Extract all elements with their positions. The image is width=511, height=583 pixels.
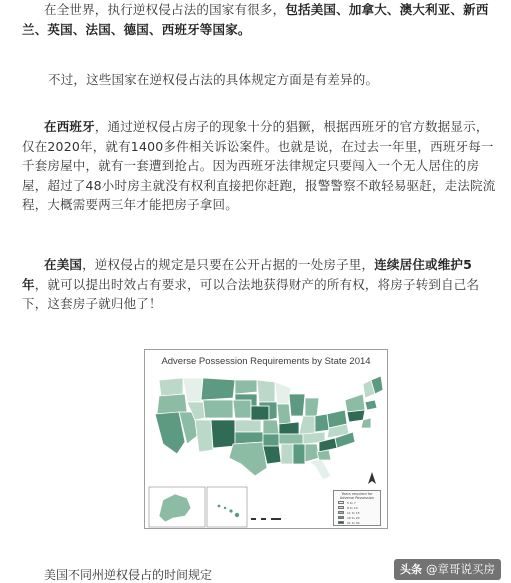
- legend-swatch: [338, 521, 344, 525]
- paragraph-spain-bold: 在西班牙: [44, 119, 95, 134]
- state-shape: [183, 378, 203, 402]
- state-shape: [365, 400, 377, 410]
- figure-caption: 美国不同州逆权侵占的时间规定: [44, 568, 213, 582]
- paragraph-countries: [22, 0, 496, 39]
- state-shape: [229, 442, 267, 476]
- paragraph-differences: 不过，这些国家在逆权侵占法的具体规定方面是有差异的。: [48, 72, 379, 87]
- map-legend: [333, 490, 381, 526]
- legend-label: 5 to 7: [347, 500, 356, 505]
- toutiao-logo-icon: 头条: [400, 563, 422, 576]
- alaska-hawaii-insets: [145, 486, 295, 530]
- state-shape: [251, 406, 269, 420]
- paragraph-countries-text: 在全世界，执行逆权侵占法的国家有很多，: [44, 2, 286, 17]
- state-shape: [203, 400, 233, 418]
- state-shape: [315, 414, 329, 432]
- state-shape: [289, 394, 305, 416]
- hawaii-island: [235, 513, 239, 517]
- state-shape: [195, 420, 213, 452]
- state-shape: [347, 410, 365, 422]
- paragraph-usa-bold-1: 在美国: [44, 257, 83, 272]
- paragraph-spain: [22, 117, 496, 215]
- legend-swatch: [338, 506, 344, 510]
- state-shape: [235, 380, 257, 394]
- state-shape: [263, 434, 279, 446]
- state-shape: [277, 404, 291, 424]
- figure-title: Adverse Possession Requirements by State 2014: [161, 356, 371, 367]
- us-map-figure: [144, 349, 388, 529]
- state-shape: [293, 444, 305, 464]
- hawaii-island: [229, 509, 232, 512]
- source-watermark: [394, 559, 501, 580]
- state-shape: [299, 416, 315, 434]
- legend-swatch: [338, 501, 344, 505]
- us-state-map: [149, 372, 385, 484]
- north-arrow-icon: [367, 472, 377, 488]
- legend-label: 16 to 20: [347, 515, 360, 520]
- state-shape: [263, 420, 279, 434]
- paragraph-usa-bold-2: 连续居住或维护5年: [22, 257, 473, 292]
- paragraph-countries-bold: 包括美国、加拿大、澳大利亚、新西兰、英国、法国、德国、西班牙等国家。: [22, 2, 489, 37]
- state-shape: [159, 378, 183, 396]
- legend-item: [334, 520, 380, 525]
- legend-title: Years required for Adverse Possession: [339, 492, 375, 500]
- state-shape: [281, 444, 293, 464]
- state-shape: [345, 394, 365, 412]
- state-shape: [309, 458, 331, 480]
- legend-label: 8 to 10: [347, 505, 358, 510]
- state-shape: [279, 422, 299, 434]
- paragraph-spain-text: ，通过逆权侵占房子的现象十分的猖獗，根据西班牙的官方数据显示，仅在2020年，就有1400多件相关诉讼案件。也就是说，在过去一年里，西班牙每一千套房屋中，就有一套遭到抢占。因为西班牙法律规定只要闯入一个无人居住的房屋，超过了48小时房主就没有权利直接把你赶跑，报警警察不敢轻易驱赶，走法院流程，大概需要两三年才能把房子拿回。: [22, 119, 496, 212]
- state-shape: [235, 420, 261, 432]
- paragraph-usa-text-2: ，就可以提出时效占有要求，可以合法地获得财产的所有权，将房子转到自己名下，这套房子就归他了！: [22, 276, 480, 311]
- state-shape: [279, 434, 303, 444]
- watermark-text: @章哥说买房: [426, 562, 495, 576]
- state-shape: [233, 400, 251, 418]
- paragraph-usa: [22, 255, 496, 314]
- state-shape: [211, 420, 235, 448]
- legend-swatch: [338, 516, 344, 520]
- legend-swatch: [338, 511, 344, 515]
- state-shape: [257, 380, 275, 402]
- state-shape: [317, 450, 331, 460]
- alaska-shape: [159, 494, 191, 522]
- figure-insets: [145, 486, 387, 530]
- paragraph-usa-text-1: ，逆权侵占的规定是只要在公开占据的一处房子里，: [82, 257, 375, 272]
- state-shape: [275, 382, 291, 404]
- legend-label: 21 to 30: [347, 520, 360, 525]
- hawaii-island: [218, 505, 221, 508]
- state-shape: [201, 378, 235, 400]
- legend-label: 11 to 15: [347, 510, 360, 515]
- hawaii-island: [224, 507, 226, 509]
- state-shape: [305, 398, 319, 416]
- state-shape: [157, 394, 187, 414]
